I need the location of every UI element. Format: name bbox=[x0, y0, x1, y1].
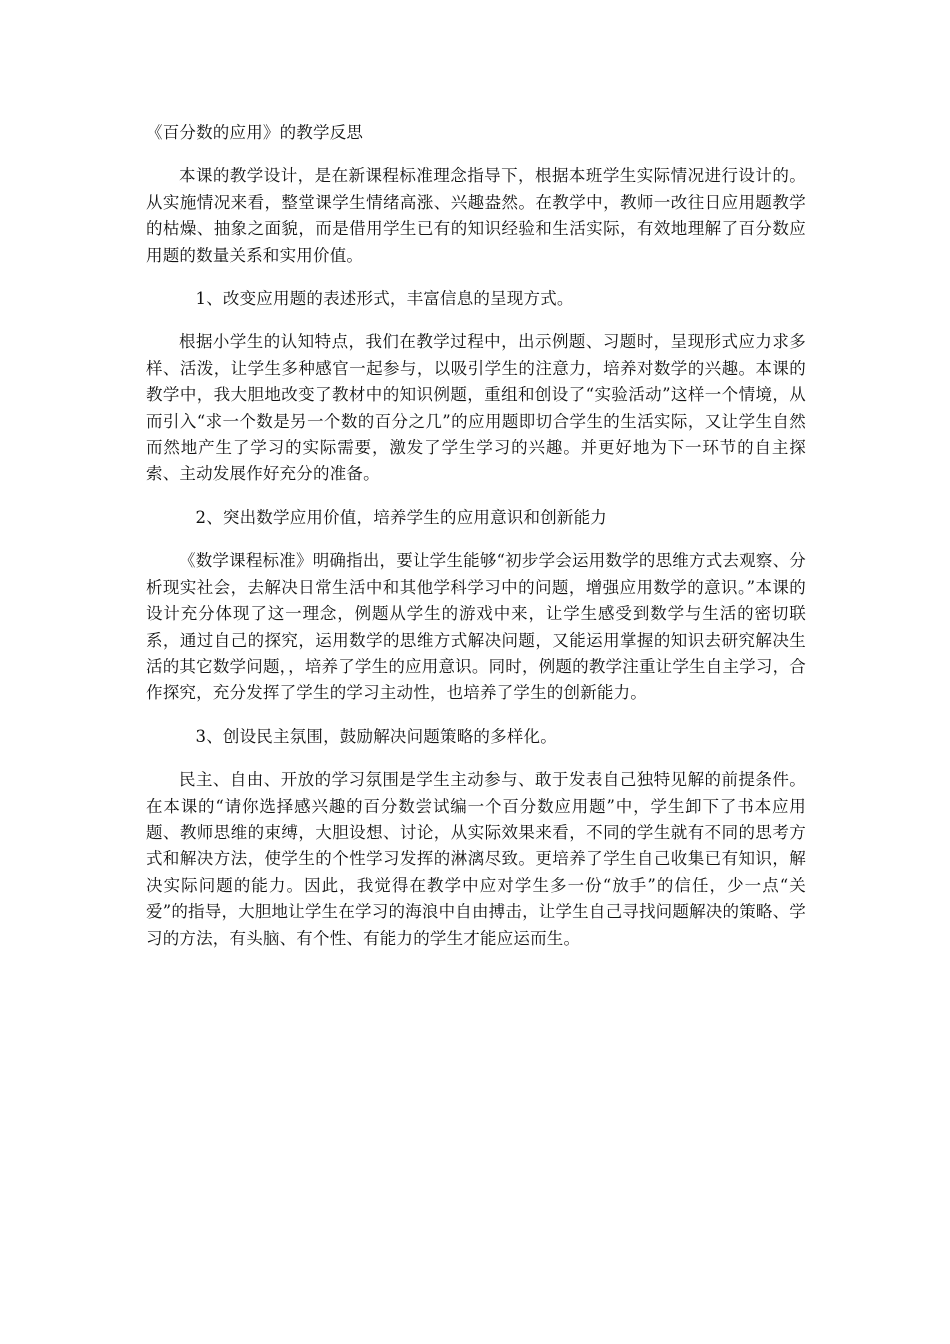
section-3-heading: 3、创设民主氛围，鼓励解决问题策略的多样化。 bbox=[195, 726, 557, 746]
paragraph-gap bbox=[146, 269, 806, 286]
section-1-heading: 1、改变应用题的表述形式，丰富信息的呈现方式。 bbox=[195, 289, 574, 309]
document-content bbox=[146, 120, 806, 952]
paragraph-gap bbox=[146, 750, 806, 767]
paragraph-gap bbox=[146, 312, 806, 329]
paragraph-gap bbox=[146, 488, 806, 505]
section-1-body: 根据小学生的认知特点，我们在教学过程中，出示例题、习题时，呈现形式应力求多样、活泼，让学生多种感官一起参与，以吸引学生的注意力，培养对数学的兴趣。本课的教学中，我大胆地改变了教材中的知识例题，重组和创设了“实验活动”这样一个情境，从而引入“求一个数是另一个数的百分之几”的应用题即切合学生的生活实际，又让学生自然而然地产生了学习的实际需要，激发了学生学习的兴趣。并更好地为下一环节的自主探索、主动发展作好充分的准备。 bbox=[146, 332, 806, 484]
paragraph-gap bbox=[146, 531, 806, 548]
section-3-body: 民主、自由、开放的学习氛围是学生主动参与、敢于发表自己独特见解的前提条件。在本课的“请你选择感兴趣的百分数尝试编一个百分数应用题”中，学生卸下了书本应用题、教师思维的束缚，大胆设想、讨论，从实际效果来看，不同的学生就有不同的思考方式和解决方法，使学生的个性学习发挥的淋漓尽致。更培养了学生自己收集已有知识，解决实际问题的能力。因此，我觉得在教学中应对学生多一份“放手”的信任，少一点“关爱”的指导，大胆地让学生在学习的海浪中自由搏击，让学生自己寻找问题解决的策略、学习的方法，有头脑、有个性、有能力的学生才能应运而生。 bbox=[146, 770, 806, 948]
section-2-heading: 2、突出数学应用价值，培养学生的应用意识和创新能力 bbox=[195, 507, 607, 527]
document-title: 《百分数的应用》的教学反思 bbox=[146, 123, 364, 142]
paragraph-gap bbox=[146, 707, 806, 724]
section-2-body: 《数学课程标准》明确指出，要让学生能够“初步学会运用数学的思维方式去观察、分析现实社会，去解决日常生活中和其他学科学习中的问题，增强应用数学的意识。”本课的设计充分体现了这一理念，例题从学生的游戏中来，让学生感受到数学与生活的密切联系，通过自己的探究，运用数学的思维方式解决问题，又能运用掌握的知识去研究解决生活的其它数学问题，，培养了学生的应用意识。同时，例题的教学注重让学生自主学习，合作探究，充分发挥了学生的学习主动性，也培养了学生的创新能力。 bbox=[146, 551, 806, 703]
intro-paragraph: 本课的教学设计，是在新课程标准理念指导下，根据本班学生实际情况进行设计的。从实施情况来看，整堂课学生情绪高涨、兴趣盎然。在教学中，教师一改往日应用题教学的枯燥、抽象之面貌，而是借用学生已有的知识经验和生活实际，有效地理解了百分数应用题的数量关系和实用价值。 bbox=[146, 166, 806, 265]
